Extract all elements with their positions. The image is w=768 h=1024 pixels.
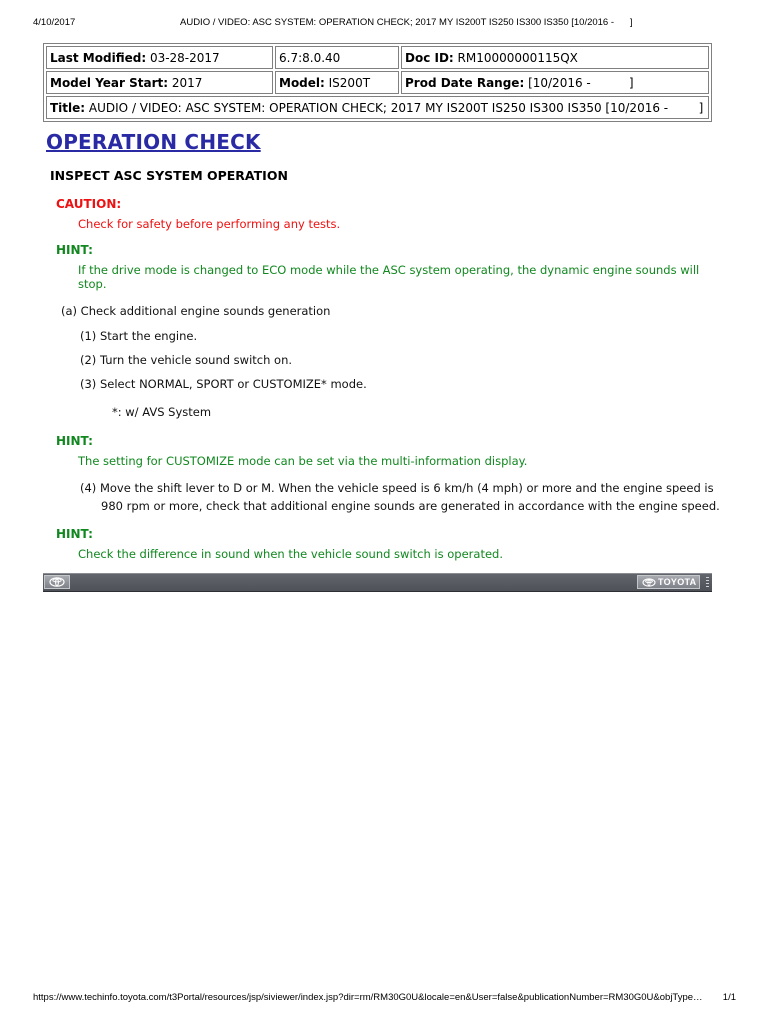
document-meta-table	[43, 43, 712, 122]
print-title: AUDIO / VIDEO: ASC SYSTEM: OPERATION CHECK; 2017 MY IS200T IS250 IS300 IS350 [10/2016 - ]	[180, 17, 633, 28]
title-cell	[46, 96, 709, 119]
page-number: 1/1	[722, 992, 736, 1003]
section-heading: INSPECT ASC SYSTEM OPERATION	[50, 168, 288, 183]
caution-label: CAUTION:	[56, 197, 122, 211]
step-2: (2) Turn the vehicle sound switch on.	[80, 353, 293, 367]
step-3: (3) Select NORMAL, SPORT or CUSTOMIZE* mode.	[80, 377, 367, 391]
model-cell	[275, 71, 399, 94]
hint-text-1-line-2: stop.	[78, 277, 107, 291]
page-title: OPERATION CHECK	[46, 130, 261, 154]
model-label: Model:	[279, 75, 325, 90]
doc-id-value: RM10000000115QX	[453, 50, 578, 65]
brand-wordmark: TOYOTA	[658, 577, 697, 587]
model-year-value: 2017	[168, 75, 203, 90]
prod-date-label: Prod Date Range:	[405, 75, 525, 90]
caution-text: Check for safety before performing any tests.	[78, 217, 341, 231]
step-1: (1) Start the engine.	[80, 329, 198, 343]
last-modified-label: Last Modified:	[50, 50, 147, 65]
print-header	[0, 17, 768, 31]
print-url: https://www.techinfo.toyota.com/t3Portal/resources/jsp/siviewer/index.jsp?dir=rm/RM30G0U&locale=en&User=false&publicationNumber=RM30G0U&objType…	[33, 992, 703, 1003]
step-4-line-2: 980 rpm or more, check that additional engine sounds are generated in accordance with the engine speed.	[101, 499, 720, 513]
prod-date-cell	[401, 71, 709, 94]
model-year-label: Model Year Start:	[50, 75, 169, 90]
version-value: 6.7:8.0.40	[279, 50, 341, 65]
doc-id-label: Doc ID:	[405, 50, 454, 65]
last-modified-value: 03-28-2017	[146, 50, 220, 65]
grip-handle-icon	[706, 577, 709, 588]
step-4-line-1: (4) Move the shift lever to D or M. When the vehicle speed is 6 km/h (4 mph) or more and the engine speed is	[80, 481, 714, 495]
hint-label-2: HINT:	[56, 434, 93, 448]
print-footer	[0, 992, 768, 1006]
toyota-logo-icon[interactable]	[637, 575, 700, 589]
hint-text-3: Check the difference in sound when the vehicle sound switch is operated.	[78, 547, 503, 561]
bottom-toolbar	[43, 573, 712, 592]
step-a: (a) Check additional engine sounds generation	[61, 304, 331, 318]
hint-label-1: HINT:	[56, 243, 93, 257]
prod-date-value: [10/2016 - ]	[524, 75, 634, 90]
version-cell	[275, 46, 399, 69]
title-label: Title:	[50, 100, 86, 115]
last-modified-cell	[46, 46, 273, 69]
print-date: 4/10/2017	[33, 17, 76, 28]
toyota-emblem-icon[interactable]	[44, 575, 70, 589]
title-value: AUDIO / VIDEO: ASC SYSTEM: OPERATION CHECK; 2017 MY IS200T IS250 IS300 IS350 [10/2016 - ]	[85, 100, 704, 115]
model-value: IS200T	[324, 75, 371, 90]
model-year-cell	[46, 71, 273, 94]
footnote: *: w/ AVS System	[112, 405, 212, 419]
hint-label-3: HINT:	[56, 527, 93, 541]
hint-text-2: The setting for CUSTOMIZE mode can be set via the multi-information display.	[78, 454, 528, 468]
doc-id-cell	[401, 46, 709, 69]
hint-text-1-line-1: If the drive mode is changed to ECO mode while the ASC system operating, the dynamic engine sounds will	[78, 263, 700, 277]
